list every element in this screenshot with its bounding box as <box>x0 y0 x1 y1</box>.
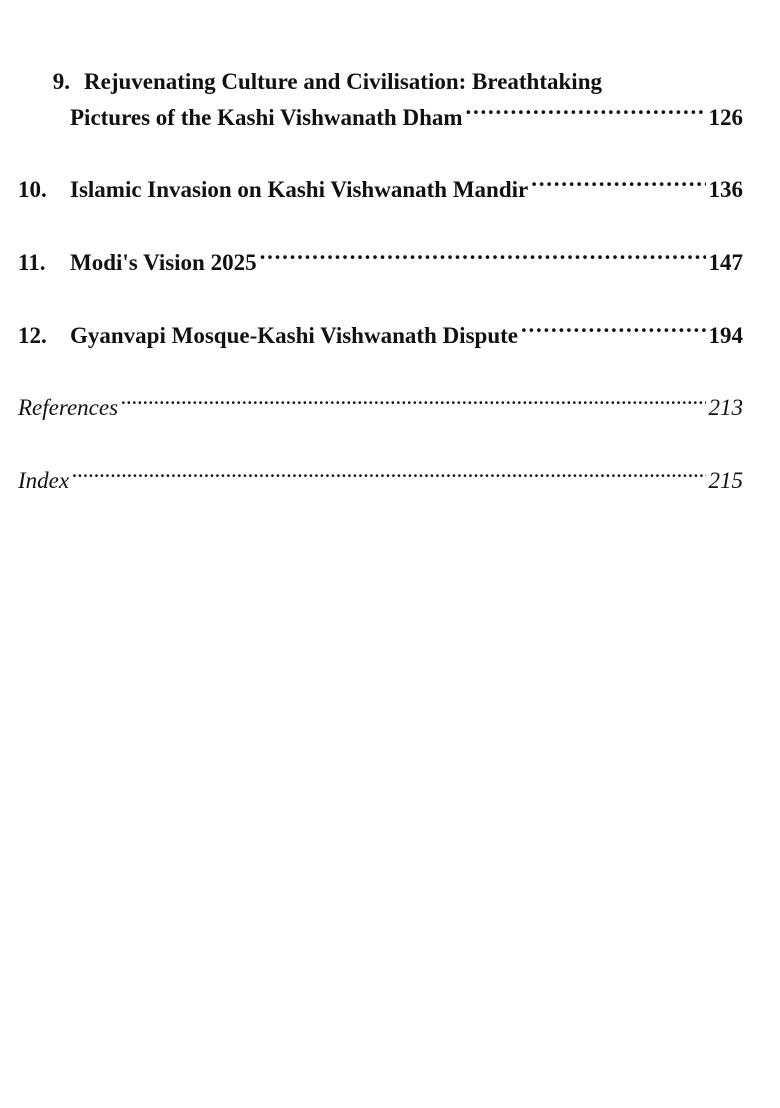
chapter-title: Islamic Invasion on Kashi Vishwanath Mandir <box>70 177 529 202</box>
page-number: 213 <box>708 395 743 420</box>
back-matter-title: Index <box>18 468 70 493</box>
toc-entry-chapter-12[interactable] <box>18 318 743 354</box>
dot-leader <box>260 247 706 270</box>
back-matter-title: References <box>18 395 119 420</box>
toc-entry-index[interactable] <box>18 463 743 499</box>
toc-entry-chapter-9[interactable] <box>18 64 743 136</box>
chapter-title: Gyanvapi Mosque-Kashi Vishwanath Dispute <box>70 323 518 348</box>
chapter-number: 10. <box>18 177 47 202</box>
page-number: 126 <box>708 105 743 130</box>
dot-leader <box>466 102 706 125</box>
chapter-title: Modi's Vision 2025 <box>70 250 257 275</box>
page-number: 136 <box>708 177 743 202</box>
dot-leader <box>531 174 705 197</box>
toc-entry-chapter-11[interactable] <box>18 245 743 281</box>
toc-entry-chapter-10[interactable] <box>18 172 743 208</box>
chapter-number: 11. <box>18 250 46 275</box>
dot-leader <box>521 320 706 343</box>
page-number: 194 <box>708 323 743 348</box>
chapter-title: Rejuvenating Culture and Civilisation: Breathtaking <box>84 69 602 94</box>
toc-entry-line-1 <box>18 64 743 100</box>
page-number: 215 <box>708 468 743 493</box>
page-number: 147 <box>708 250 743 275</box>
toc-entry-line-2 <box>18 100 743 136</box>
chapter-title-continued: Pictures of the Kashi Vishwanath Dham <box>70 105 463 130</box>
chapter-number: 12. <box>18 323 47 348</box>
dot-leader <box>72 465 705 488</box>
toc-entry-references[interactable] <box>18 390 743 426</box>
chapter-number: 9. <box>52 69 70 94</box>
dot-leader <box>121 392 705 415</box>
